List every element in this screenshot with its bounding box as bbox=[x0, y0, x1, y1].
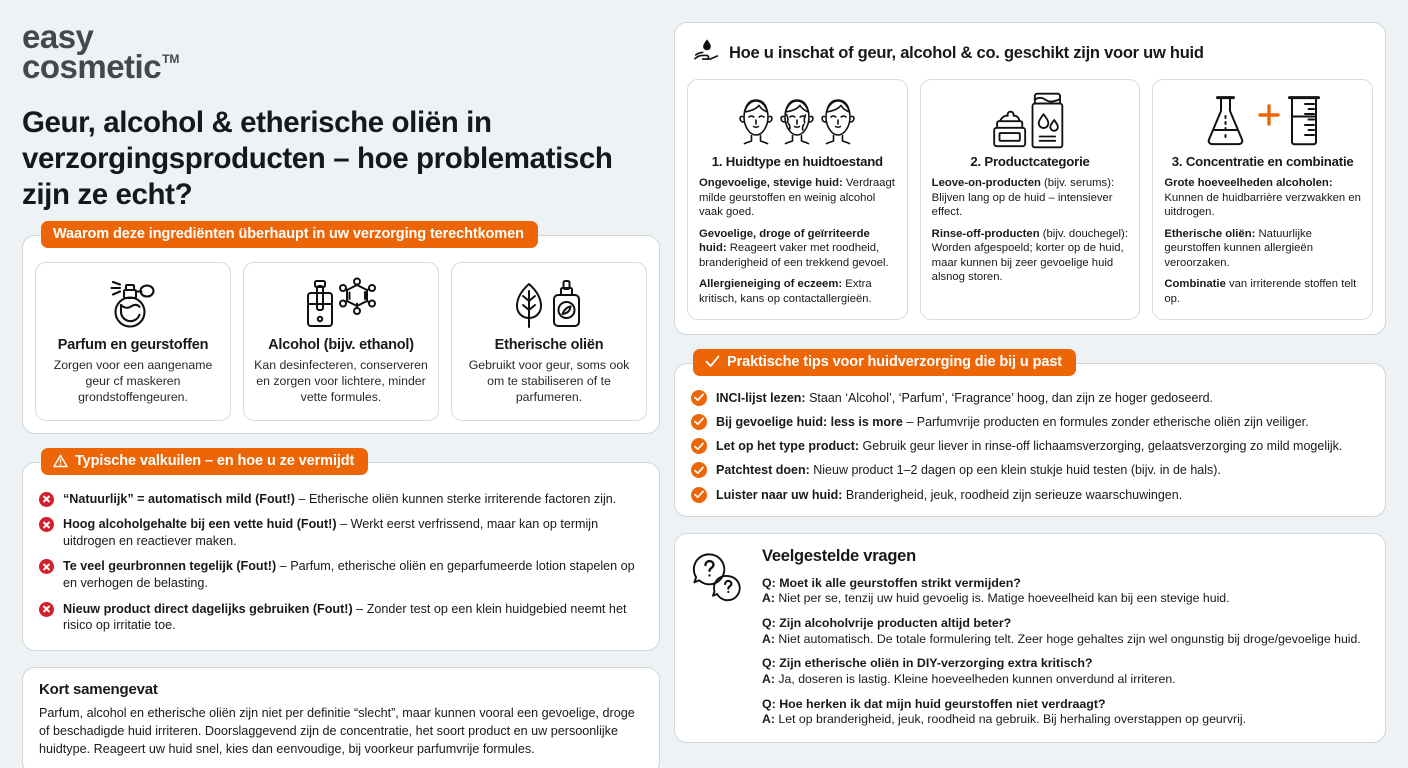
tip-bold: INCI-lijst lezen: bbox=[716, 390, 806, 405]
brand-logo-line1: easy bbox=[22, 18, 94, 55]
pitfalls-card bbox=[22, 452, 660, 651]
assessment-item-concentration bbox=[1152, 79, 1373, 320]
assessment-item-title: 3. Concentratie en combinatie bbox=[1171, 154, 1354, 169]
tip-rest: – Parfumvrije producten en formules zonder etherische oliën zijn veiliger. bbox=[902, 414, 1309, 429]
faq-item bbox=[762, 697, 1369, 728]
why-item-title: Alcohol (bijv. ethanol) bbox=[268, 336, 414, 353]
pitfall-item bbox=[39, 558, 643, 591]
why-ingredients-badge bbox=[41, 221, 538, 248]
assessment-rest: (bijv. serums): Blijven lang op de huid – intensiever effect. bbox=[931, 177, 1115, 219]
pitfall-item bbox=[39, 491, 643, 508]
page-title: Geur, alcohol & etherische oliën in verzorgingsproducten – hoe problematisch zijn ze echt? bbox=[22, 105, 613, 211]
pitfall-item bbox=[39, 601, 643, 634]
why-item-desc: Kan desinfecteren, conserveren en zorgen voor lichtere, minder vette formules. bbox=[254, 357, 428, 404]
why-item-desc: Zorgen voor een aangename geur cf maskeren grondstoffengeuren. bbox=[53, 357, 213, 404]
pitfall-bold: Nieuw product direct dagelijks gebruiken (Fout!) bbox=[63, 601, 353, 616]
pitfall-rest: – Etherische oliën kunnen sterke irriterende factoren zijn. bbox=[294, 491, 617, 506]
faq-question: Q: Zijn alcoholvrije producten altijd beter? bbox=[762, 616, 1012, 631]
check-circle-icon bbox=[691, 438, 707, 454]
assessment-title: Hoe u inschat of geur, alcohol & co. geschikt zijn voor uw huid bbox=[729, 43, 1204, 62]
summary-title: Kort samengevat bbox=[39, 680, 158, 698]
brand-logo-line2: cosmetic bbox=[22, 48, 162, 86]
assessment-bold: Combinatie bbox=[1164, 278, 1226, 291]
why-item-desc: Gebruikt voor geur, soms ook om te stabiliseren of te parfumeren. bbox=[468, 357, 630, 404]
assessment-rest: (bijv. douchegel): Worden afgespoeld; korter op de huid, maar kunnen bij zeer gevoelige huid alsnog storen. bbox=[931, 227, 1128, 284]
assessment-item-title: 2. Productcategorie bbox=[970, 154, 1090, 169]
check-circle-icon bbox=[691, 487, 707, 503]
warning-triangle-icon bbox=[53, 454, 68, 468]
tip-item bbox=[691, 438, 1369, 454]
assessment-card bbox=[674, 22, 1386, 335]
cream-jar-bottle-icon bbox=[932, 90, 1129, 152]
tip-bold: Bij gevoelige huid: less is more bbox=[716, 414, 903, 429]
why-item-essential-oils bbox=[451, 262, 647, 421]
perfume-bottle-icon bbox=[46, 275, 220, 333]
assessment-item-skin-type bbox=[687, 79, 908, 320]
assessment-bold: Grote hoeveelheden alcoholen: bbox=[1164, 177, 1333, 189]
assessment-rest: Extra kritisch, kans op contactallergieën. bbox=[699, 278, 872, 305]
pitfalls-badge bbox=[41, 448, 368, 475]
faq-body bbox=[762, 547, 1369, 728]
pitfall-item bbox=[39, 516, 643, 549]
faq-item bbox=[762, 616, 1369, 647]
faq-answer-label: A: bbox=[762, 591, 775, 606]
question-bubbles-icon bbox=[691, 547, 749, 728]
assessment-bold: Ongevoelige, stevige huid: bbox=[699, 177, 843, 189]
faq-answer: Ja, doseren is lastig. Kleine hoeveelheden kunnen onverdund al irriteren. bbox=[774, 672, 1176, 687]
summary-card bbox=[22, 667, 660, 768]
tips-card bbox=[674, 353, 1386, 517]
check-circle-icon bbox=[691, 462, 707, 478]
summary-text: Parfum, alcohol en etherische oliën zijn niet per definitie “slecht”, maar kunnen vooral een gevoelige, droge of beschadigde huid irriteren. Doorslaggevend zijn de concentratie, het soort product en uw persoonlijke huidtype. Reageert uw huid snel, kies dan eenvoudige, bij voorkeur parfumvrije formules. bbox=[39, 705, 635, 756]
why-ingredients-card bbox=[22, 225, 660, 434]
tip-item bbox=[691, 462, 1369, 478]
assessment-bold: Leove-on-producten bbox=[931, 177, 1041, 189]
tip-item bbox=[691, 390, 1369, 406]
tip-bold: Patchtest doen: bbox=[716, 463, 810, 478]
assessment-bold: Rinse-off-producten bbox=[931, 227, 1040, 240]
left-column bbox=[0, 0, 660, 768]
tips-badge-label: Praktische tips voor huidverzorging die bij u past bbox=[727, 353, 1063, 370]
why-item-perfume bbox=[35, 262, 231, 421]
error-x-icon bbox=[39, 492, 54, 507]
tip-rest: Gebruik geur liever in rinse-off lichaamsverzorging, gelaatsverzorging zo mild mogelijk. bbox=[859, 439, 1343, 453]
faq-answer-label: A: bbox=[762, 712, 775, 727]
faq-answer: Niet per se, tenzij uw huid gevoelig is. Matige hoeveelheid kan bij een stevige huid. bbox=[774, 591, 1230, 606]
error-x-icon bbox=[39, 559, 54, 574]
faq-question: Q: Zijn etherische oliën in DIY-verzorging extra kritisch? bbox=[762, 656, 1093, 671]
why-ingredients-grid bbox=[35, 262, 647, 421]
check-circle-icon bbox=[691, 414, 707, 430]
assessment-rest: Reageert vaker met roodheid, branderigheid of een trekkend gevoel. bbox=[699, 242, 889, 269]
assessment-bold: Allergieneiging of eczeem: bbox=[699, 278, 843, 291]
pitfall-rest: – Zonder test op een klein huidgebied neemt het risico op irritatie toe. bbox=[63, 601, 627, 633]
flask-beaker-icon bbox=[1164, 90, 1361, 152]
assessment-bold: Etherische oliën: bbox=[1164, 227, 1256, 240]
faq-answer: Let op branderigheid, jeuk, roodheid na gebruik. Bij herhaling overstappen op geurvrij. bbox=[774, 712, 1246, 727]
leaf-oil-bottle-icon bbox=[462, 275, 636, 333]
tip-item bbox=[691, 414, 1369, 430]
check-circle-icon bbox=[691, 390, 707, 406]
faq-answer: Niet automatisch. De totale formulering telt. Zeer hoge gehaltes zijn wel ongunstig bij droge/gevoelige huid. bbox=[774, 631, 1361, 646]
why-item-title: Parfum en geurstoffen bbox=[57, 336, 209, 353]
pitfall-rest: – Parfum, etherische oliën en geparfumeerde lotion stapelen op en verhogen de belasting. bbox=[63, 559, 635, 591]
faq-answer-label: A: bbox=[762, 672, 775, 687]
faq-item bbox=[762, 576, 1369, 607]
assessment-rest: Kunnen de huidbarrière verzwakken en uitdrogen. bbox=[1164, 191, 1361, 219]
error-x-icon bbox=[39, 602, 54, 617]
tip-rest: Staan ‘Alcohol’, ‘Parfum’, ‘Fragrance’ hoog, dan zijn ze hoger gedoseerd. bbox=[805, 390, 1214, 405]
why-item-alcohol bbox=[243, 262, 439, 421]
tip-rest: Nieuw product 1–2 dagen op een klein stukje huid testen (bijv. in de hals). bbox=[809, 463, 1221, 478]
assessment-bold: Gevoelige, droge of geïrriteerde huid: bbox=[699, 227, 870, 255]
tip-bold: Luister naar uw huid: bbox=[716, 487, 843, 502]
assessment-item-title: 1. Huidtype en huidtoestand bbox=[711, 154, 883, 169]
assessment-header bbox=[687, 35, 1373, 79]
faq-item bbox=[762, 656, 1369, 687]
pitfall-bold: Te veel geurbronnen tegelijk (Fout!) bbox=[63, 559, 277, 574]
pitfalls-badge-label: Typische valkuilen – en hoe u ze vermijdt bbox=[75, 452, 355, 469]
faq-answer-label: A: bbox=[762, 631, 775, 646]
why-item-title: Etherische oliën bbox=[494, 336, 604, 353]
pitfall-bold: Hoog alcoholgehalte bij een vette huid (Fout!) bbox=[63, 517, 337, 532]
hand-drop-icon bbox=[693, 37, 720, 69]
faq-question: Q: Moet ik alle geurstoffen strikt vermijden? bbox=[762, 575, 1021, 590]
assessment-rest: Verdraagt milde geurstoffen en weinig alcohol vaak goed. bbox=[699, 177, 895, 219]
right-column bbox=[660, 0, 1408, 768]
assessment-item-product-category bbox=[920, 79, 1141, 320]
tips-badge bbox=[693, 349, 1076, 376]
tip-rest: Branderigheid, jeuk, roodheid zijn serieuze waarschuwingen. bbox=[842, 487, 1183, 502]
brand-logo-tm: TM bbox=[162, 52, 180, 67]
faq-title: Veelgestelde vragen bbox=[762, 546, 916, 565]
assessment-rest: van irriterende stoffen telt op. bbox=[1164, 278, 1357, 305]
tip-item bbox=[691, 487, 1369, 503]
pitfall-rest: – Werkt eerst verfrissend, maar kan op termijn uitdrogen en reactiever maken. bbox=[63, 517, 599, 548]
faq-card bbox=[674, 533, 1386, 743]
brand-logo bbox=[22, 18, 660, 86]
pitfall-bold: “Natuurlijk” = automatisch mild (Fout!) bbox=[63, 491, 295, 506]
faq-question: Q: Hoe herken ik dat mijn huid geurstoffen niet verdraagt? bbox=[762, 696, 1106, 711]
error-x-icon bbox=[39, 517, 54, 532]
assessment-grid bbox=[687, 79, 1373, 320]
tip-bold: Let op het type product: bbox=[716, 439, 860, 453]
assessment-rest: Natuurlijke geurstoffen kunnen allergieën veroorzaken. bbox=[1164, 227, 1313, 269]
why-ingredients-badge-label: Waarom deze ingrediënten überhaupt in uw verzorging terechtkomen bbox=[53, 225, 524, 242]
three-faces-icon bbox=[699, 90, 896, 152]
check-icon bbox=[705, 355, 720, 368]
dropper-molecule-icon bbox=[254, 275, 428, 333]
